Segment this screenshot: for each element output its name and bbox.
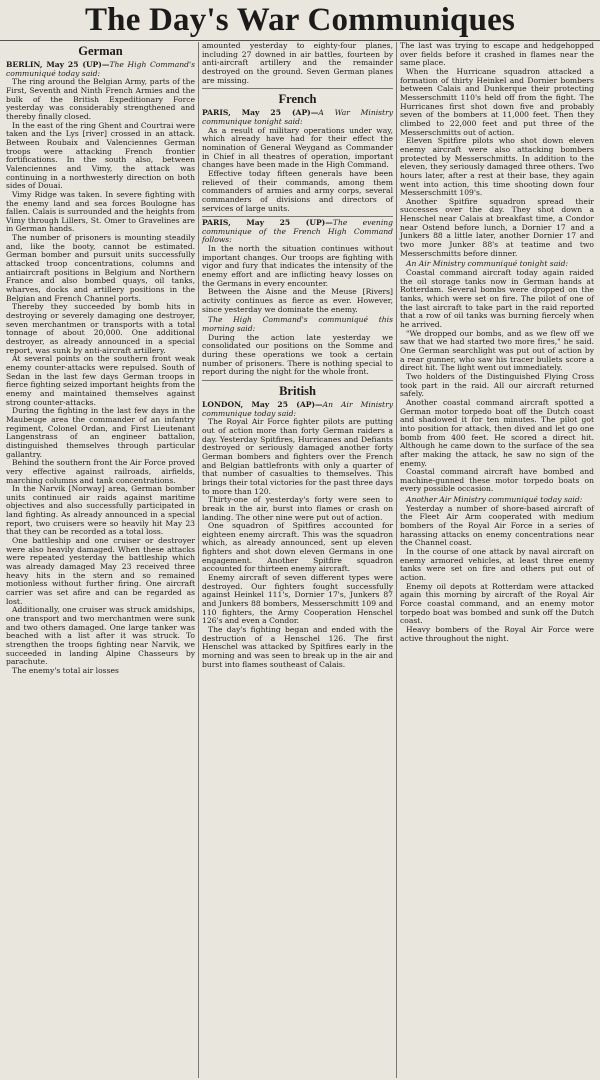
- paragraph: Heavy bombers of the Royal Air Force were active throughout the night.: [400, 624, 594, 643]
- paragraph: Yesterday a number of shore-based aircraft of the Fleet Air Arm cooperated with medium bombers of the Royal Air Force in a series of harassing attacks on enemy concentrations near the Channel coast.: [400, 503, 594, 548]
- section-heading-german: German: [78, 44, 123, 58]
- paragraph: One squadron of Spitfires accounted for eighteen enemy aircraft. This was the squadron which, as already announced, sent up eleven fighters and shot down eleven Germans in one engagement. Another Spitfire squadron accounted for thirteen enemy aircraft.: [202, 521, 393, 574]
- paragraph-continued: amounted yesterday to eighty-four planes, including 27 downed in air battles, fourteen by anti-aircraft artillery and the remainder destroyed on the ground. Seven German planes are missing.: [202, 42, 393, 85]
- paragraph: The enemy's total air losses: [12, 665, 119, 675]
- subhead-morning: The High Command's communiqué this morning said:: [202, 315, 393, 334]
- paragraph: One battleship and one cruiser or destroyer were also heavily damaged. When these attacks were repeated yesterday the battleship which was already damaged May 23 received three heavy hits in the stern and so remained motionless without further firing. One aircraft carrier was set afire and can be regarded as lost.: [6, 536, 195, 606]
- paragraph: In the east of the ring Ghent and Courtrai were taken and the Lys [river] crossed in an attack. Between Roubaix and Valenciennes German troops were attacking French frontier fortifications. In the south also, between Valenciennes and Vimy, the attack was continuing in a northwesterly direction on both sides of Douai.: [6, 120, 195, 191]
- dateline-paris-ap: PARIS, May 25 (AP)—A War Ministry communique tonight said:: [202, 108, 394, 126]
- paragraph: The Royal Air Force fighter pilots are putting out of action more than forty German raiders a day. Yesterday Spitfires, Hurricanes and Defiants destroyed or seriously damaged another forty German bombers and fighters over the French and Belgian battlefronts with only a quarter of that number of casualties to themselves. This brings their total victories for the past three days to more than 120.: [202, 417, 393, 496]
- paragraph: Eleven Spitfire pilots who shot down eleven enemy aircraft were also attacking bombers protected by Messerschmitts. In addition to the eleven, they seriously damaged three others. Two hours later, after a rest at their base, they again went into action, this time shooting down four Messerschmitt 109's.: [400, 136, 594, 198]
- paragraph: Enemy oil depots at Rotterdam were attacked again this morning by aircraft of the Royal Air Force coastal command, and an enemy motor torpedo boat was bombed and sunk off the Dutch coast.: [400, 581, 594, 626]
- paragraph: At several points on the southern front weak enemy counter-attacks were repulsed. South of Sedan in the last few days German troops in fierce fighting seized important heights from the enemy and maintained themselves against strong counter-attacks.: [6, 354, 195, 407]
- paragraph: During the fighting in the last few days in the Maubeuge area the commander of an infantry regiment, Colonel Ordan, and First Lieutenant Langenstrass of an engineer battalion, distinguished themselves through particular gallantry.: [6, 406, 195, 459]
- paragraph: The day's fighting began and ended with the destruction of a Henschel 126. The first Henschel was attacked by Spitfires early in the morning and was seen to break up in the air and burst into flames southeast of Calais.: [202, 625, 393, 669]
- dateline-london: LONDON, May 25 (AP)—An Air Ministry communique today said:: [202, 399, 393, 418]
- paragraph: In the north the situation continues without important changes. Our troops are fighting with vigor and fury that indicates the intensity of the enemy effort and are inflicting heavy losses on the Germans in every encounter.: [202, 244, 393, 288]
- columns: [3, 42, 597, 1078]
- paragraph: Between the Aisne and the Meuse [Rivers] activity continues as fierce as ever. However, since yesterday we dominate the enemy.: [202, 287, 393, 314]
- paragraph: When the Hurricane squadron attacked a formation of thirty Heinkel and Dornier bombers between Calais and Dunkerque their protecting Messerschmitt 110's held off from the fight. The Hurricanes first shot down five and probably seven of the bombers at 11,000 feet. Then they climbed to 22,000 feet and put three of the Messerschmitts out of action.: [400, 66, 594, 137]
- paragraph: During the action late yesterday we consolidated our positions on the Somme and during these operations we took a certain number of prisoners. There is nothing special to report during the night for the whole front.: [202, 332, 393, 377]
- column-2: [199, 42, 397, 1078]
- paragraph: Vimy Ridge was taken. In severe fighting with the enemy land and sea forces Boulogne has fallen. Calais is surrounded and the heights from Vimy through Lillers, St. Omer to Gravelines are in German hands.: [6, 189, 195, 234]
- paragraph: Effective today fifteen generals have been relieved of their commands, among them commanders of armies and army corps, several commanders of divisions and directors of services of large units.: [202, 168, 393, 213]
- paragraph: As a result of military operations under way, which already have had for their effect the nomination of General Weygand as Commander in Chief in all theatres of operation, important changes have been made in the High Command.: [202, 125, 393, 170]
- divider: [202, 88, 393, 89]
- divider: [202, 216, 393, 217]
- page-title: The Day's War Communiques: [0, 0, 600, 41]
- paragraph: Thirty-one of yesterday's forty were seen to break in the air, burst into flames or crash on landing. The other nine were put out of action.: [202, 495, 393, 522]
- paragraph: The ring around the Belgian Army, parts of the First, Seventh and Ninth French Armies and the bulk of the British Expeditionary Force yesterday was considerably strengthened and thereby finally closed.: [6, 77, 195, 121]
- paragraph: Enemy aircraft of seven different types were destroyed. Our fighters fought successfully against Heinkel 111's, Dornier 17's, Junkers 87 and Junkers 88 bombers, Messerschmitt 109 and 110 fighters, the Army Cooperation Henschel 126's and even a Condor.: [202, 573, 393, 626]
- column-1: [3, 42, 199, 1078]
- paragraph: Coastal command aircraft have bombed and machine-gunned these motor torpedo boats on every possible occasion.: [400, 467, 594, 494]
- paragraph: The number of prisoners is mounting steadily and, like the booty, cannot be estimated. German bomber and pursuit units successfully attacked troop concentrations, columns and antiaircraft positions in Belgium and Northern France and also bombed quays, oil tanks, wharves, docks and artillery positions in the Belgian and French Channel ports.: [6, 233, 195, 303]
- paragraph: Coastal command aircraft today again raided the oil storage tanks now in German hands at Rotterdam. Several bombs were dropped on the tanks, which were set on fire. The pilot of one of the last aircraft to take part in the raid reported that a row of oil tanks was burning fiercely when he arrived.: [400, 268, 594, 329]
- paragraph: In the course of one attack by naval aircraft on enemy armored vehicles, at least three enemy tanks were set on fire and others put out of action.: [400, 547, 594, 583]
- paragraph: Thereby they succeeded by bomb hits in destroying or severely damaging one destroyer, seven merchantmen or transports with a total tonnage of about 20,000. One additional destroyer, as already announced in a special report, was sunk by anti-aircraft artillery.: [6, 302, 195, 355]
- column-3: [397, 42, 597, 1078]
- paragraph: In the Narvik [Norway] area, German bomber units continued air raids against maritime objectives and also successfully participated in land fighting. As already announced in a special report, two cruisers were so heavily hit May 23 that they can be recorded as a total loss.: [6, 484, 195, 537]
- paragraph: Another Spitfire squadron spread their successes over the day. They shot down a Henschel near Calais at breakfast time, a Condor near Ostend before lunch, a Dornier 17 and a Junkers 88 a little later, another Dornier 17 and two more Junker 88's at teatime and two Messerschmitts before dinner.: [400, 196, 594, 258]
- subhead-air-ministry-tonight: An Air Ministry communiqué tonight said:: [406, 259, 569, 269]
- dateline-paris-up: PARIS, May 25 (UP)—The evening communique of the French High Command follows:: [202, 218, 394, 245]
- divider: [202, 380, 393, 381]
- paragraph: The last was trying to escape and hedgehopped over fields before it crashed in flames near the same place.: [400, 42, 594, 68]
- paragraph: "We dropped our bombs, and as we flew off we saw that we had started two more fires," he said. One German searchlight was put out of action by a rear gunner, who saw his tracer bullets score a direct hit. The light went out immediately.: [400, 328, 594, 373]
- paragraph: Behind the southern front the Air Force proved very effective against railroads, airfields, marching columns and tank concentrations.: [6, 458, 195, 485]
- subhead-air-ministry-today: Another Air Ministry communiqué today said:: [406, 495, 583, 505]
- dateline-berlin: BERLIN, May 25 (UP)—The High Command's communiqué today said:: [6, 60, 195, 78]
- section-heading-british: British: [279, 383, 316, 398]
- paragraph: Additionally, one cruiser was struck amidships, one transport and two merchantmen were sunk and two others damaged. One large tanker was beached with a list after it was struck. To strengthen the troops fighting near Narvik, we succeeded in landing Alpine Chasseurs by parachute.: [6, 605, 195, 667]
- paragraph: Two holders of the Distinguished Flying Cross took part in the raid. All our aircraft returned safely.: [400, 371, 594, 399]
- paragraph: Another coastal command aircraft spotted a German motor torpedo boat off the Dutch coast and shadowed it for ten minutes. The pilot got into position for attack, then dived and let go one bomb from 400 feet. He scored a direct hit. Although he came down to the surface of the sea after making the attack, he saw no sign of the enemy.: [400, 397, 594, 468]
- section-heading-french: French: [278, 92, 317, 107]
